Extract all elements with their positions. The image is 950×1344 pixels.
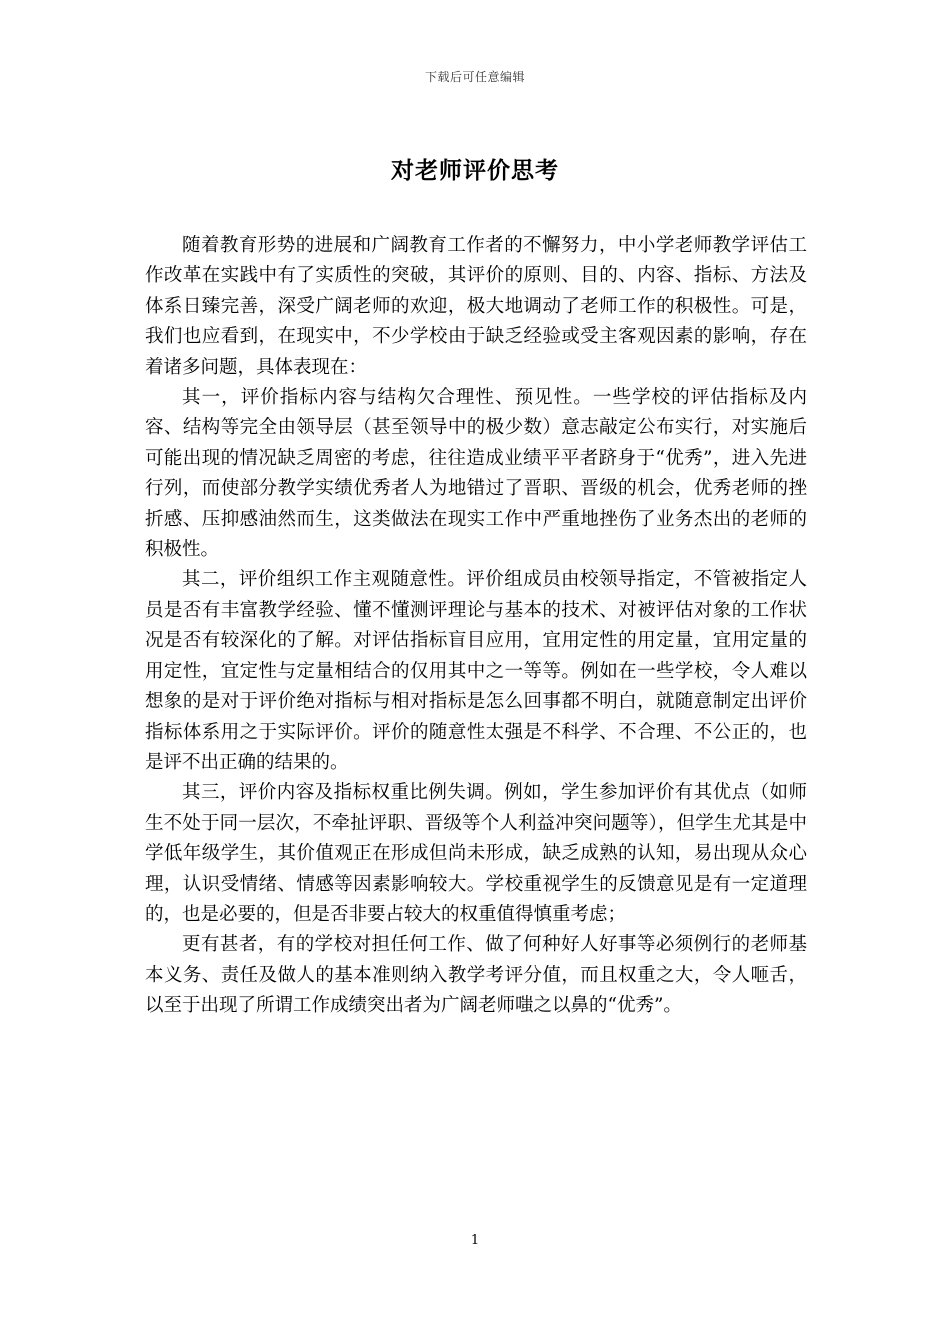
document-body xyxy=(145,231,807,1022)
header-note: 下载后可任意编辑 xyxy=(424,70,525,84)
paragraph: 其二，评价组织工作主观随意性。评价组成员由校领导指定，不管被指定人员是否有丰富教学经验、懂不懂测评理论与基本的技术、对被评估对象的工作状况是否有较深化的了解。对评估指标盲目应用，宜用定性的用定量，宜用定量的用定性，宜定性与定量相结合的仅用其中之一等等。例如在一些学校，令人难以想象的是对于评价绝对指标与相对指标是怎么回事都不明白，就随意制定出评价指标体系用之于实际评价。评价的随意性太强是不科学、不合理、不公正的，也是评不出正确的结果的。 xyxy=(145,569,807,773)
document-title: 对老师评价思考 xyxy=(391,157,559,184)
page-number: 1 xyxy=(470,1233,480,1248)
paragraph: 其三，评价内容及指标权重比例失调。例如，学生参加评价有其优点（如师生不处于同一层次，不牵扯评职、晋级等个人利益冲突问题等），但学生尤其是中学低年级学生，其价值观正在形成但尚未形成，缺乏成熟的认知，易出现从众心理，认识受情绪、情感等因素影响较大。学校重视学生的反馈意见是有一定道理的，也是必要的，但是否非要占较大的权重值得慎重考虑； xyxy=(145,782,807,925)
paragraph: 随着教育形势的进展和广阔教育工作者的不懈努力，中小学老师教学评估工作改革在实践中有了实质性的突破，其评价的原则、目的、内容、指标、方法及体系日臻完善，深受广阔老师的欢迎，极大地调动了老师工作的积极性。可是，我们也应看到，在现实中，不少学校由于缺乏经验或受主客观因素的影响，存在着诸多问题，具体表现在： xyxy=(145,235,807,378)
paragraph: 更有甚者，有的学校对担任何工作、做了何种好人好事等必须例行的老师基本义务、责任及做人的基本准则纳入教学考评分值，而且权重之大，令人咂舌，以至于出现了所谓工作成绩突出者为广阔老师嗤之以鼻的“优秀”。 xyxy=(145,934,807,1017)
paragraph: 其一，评价指标内容与结构欠合理性、预见性。一些学校的评估指标及内容、结构等完全由领导层（甚至领导中的极少数）意志敲定公布实行，对实施后可能出现的情况缺乏周密的考虑，往往造成业绩平平者跻身于“优秀”，进入先进行列，而使部分教学实绩优秀者人为地错过了晋职、晋级的机会，优秀老师的挫折感、压抑感油然而生，这类做法在现实工作中严重地挫伤了业务杰出的老师的积极性。 xyxy=(145,387,807,561)
